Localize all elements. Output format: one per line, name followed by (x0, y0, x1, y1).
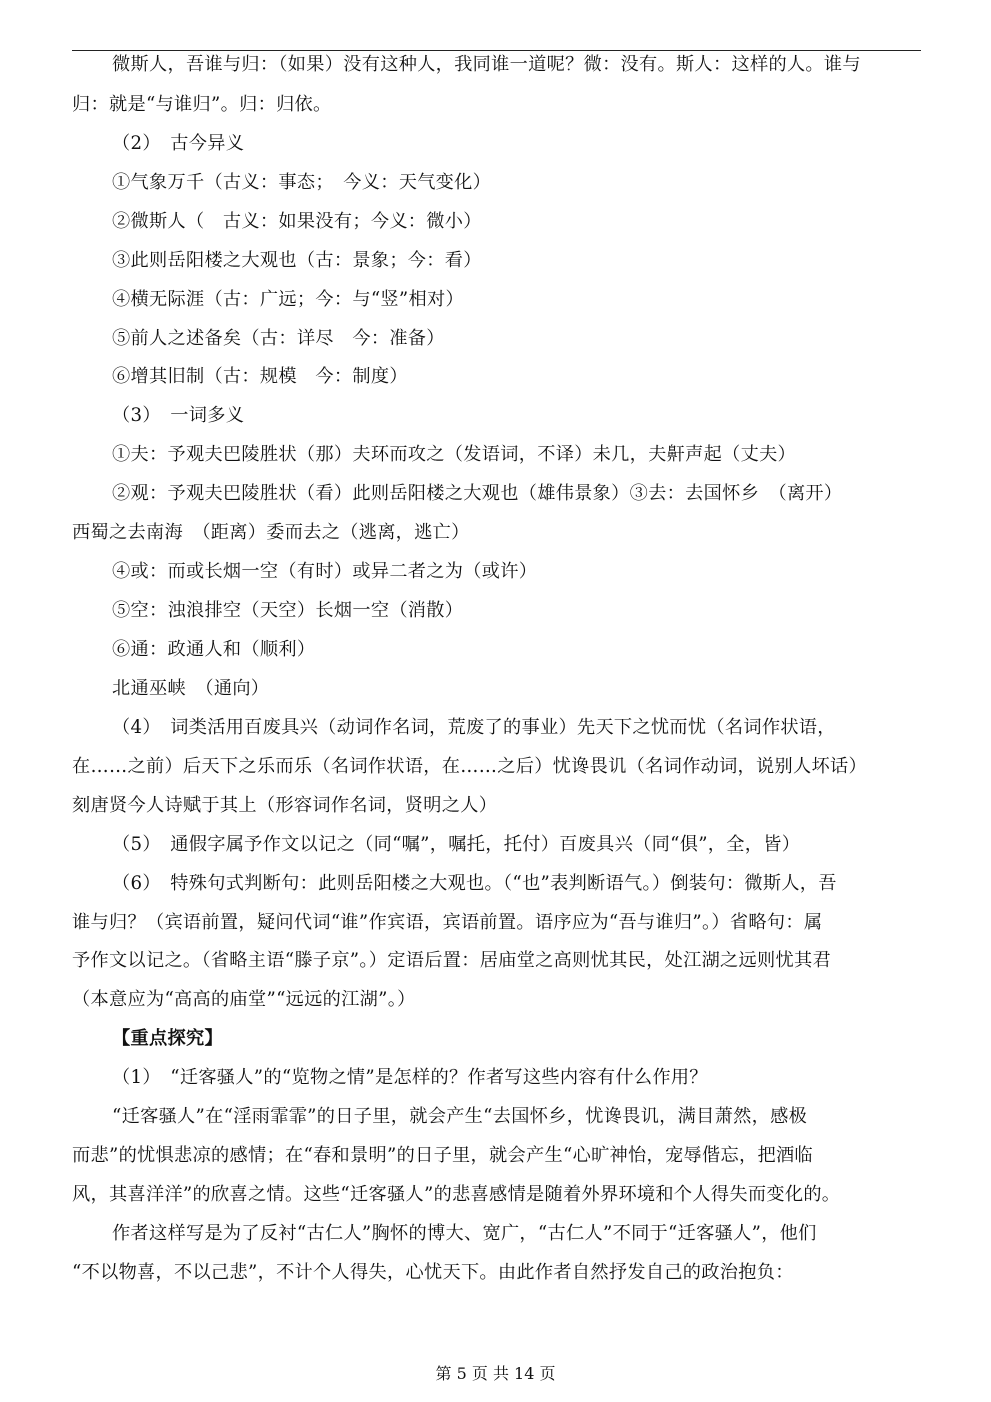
text-line: ⑥增其旧制（古：规模 今：制度） (112, 366, 408, 387)
section-heading: （3） 一词多义 (112, 405, 245, 426)
text-line: 归：就是“与谁归”。归：归依。 (72, 94, 332, 115)
question-line: （1） “迁客骚人”的“览物之情”是怎样的？作者写这些内容有什么作用？ (112, 1067, 708, 1088)
text-line: 西蜀之去南海 （距离）委而去之（逃离，逃亡） (72, 522, 470, 543)
text-line: ⑤空：浊浪排空（天空）长烟一空（消散） (112, 600, 464, 621)
text-line: （本意应为“高高的庙堂”“远远的江湖”。） (72, 989, 416, 1010)
key-section-heading: 【重点探究】 (112, 1028, 223, 1049)
text-line: 在……之前）后天下之乐而乐（名词作状语，在……之后）忧谗畏讥（名词作动词，说别人坏话） (72, 756, 867, 777)
text-line: ④或：而或长烟一空（有时）或异二者之为（或许） (112, 561, 538, 582)
section-heading: （5） 通假字属予作文以记之（同“嘱”，嘱托，托付）百废具兴（同“俱”，全，皆） (112, 834, 801, 855)
text-line: ①夫：予观夫巴陵胜状（那）夫环而攻之（发语词，不译）未几，夫鼾声起（丈夫） (112, 444, 797, 465)
text-line: 作者这样写是为了反衬“古仁人”胸怀的博大、宽广，“古仁人”不同于“迁客骚人”，他们 (112, 1223, 817, 1244)
text-line: ③此则岳阳楼之大观也（古：景象；今：看） (112, 250, 482, 271)
text-line: 谁与归？（宾语前置，疑问代词“谁”作宾语，宾语前置。语序应为“吾与谁归”。）省略句：属 (72, 912, 823, 933)
text-line: 北通巫峡 （通向） (112, 678, 270, 699)
section-heading: （6） 特殊句式判断句：此则岳阳楼之大观也。（“也”表判断语气。）倒装句：微斯人，吾 (112, 873, 837, 894)
text-line: ②观：予观夫巴陵胜状（看）此则岳阳楼之大观也（雄伟景象）③去：去国怀乡 （离开） (112, 483, 843, 504)
text-line: ②微斯人（ 古义：如果没有；今义：微小） (112, 211, 482, 232)
text-line: 予作文以记之。（省略主语“滕子京”。）定语后置：居庙堂之高则忧其民，处江湖之远则忧其君 (72, 950, 831, 971)
text-line: ①气象万千（古义：事态； 今义：天气变化） (112, 172, 492, 193)
text-line: 风，其喜洋洋”的欣喜之情。这些“迁客骚人”的悲喜感情是随着外界环境和个人得失而变化的。 (72, 1184, 841, 1205)
text-line: “不以物喜，不以己悲”，不计个人得失，心忧天下。由此作者自然抒发自己的政治抱负： (72, 1262, 794, 1283)
text-line: ⑤前人之述备矣（古：详尽 今：准备） (112, 328, 445, 349)
text-line: ④横无际涯（古：广远；今：与“竖”相对） (112, 289, 464, 310)
text-line: 微斯人，吾谁与归：（如果）没有这种人，我同谁一道呢？微：没有。斯人：这样的人。谁与 (112, 54, 861, 75)
text-line: “迁客骚人”在“淫雨霏霏”的日子里，就会产生“去国怀乡，忧谗畏讥，满目萧然，感极 (112, 1106, 808, 1127)
text-line: 而悲”的忧惧悲凉的感情；在“春和景明”的日子里，就会产生“心旷神怡，宠辱偕忘，把酒临 (72, 1145, 813, 1166)
text-line: ⑥通：政通人和（顺利） (112, 639, 316, 660)
text-line: 刻唐贤今人诗赋于其上（形容词作名词，贤明之人） (72, 795, 498, 816)
section-heading: （2） 古今异义 (112, 133, 245, 154)
section-heading: （4） 词类活用百废具兴（动词作名词，荒废了的事业）先天下之忧而忧（名词作状语， (112, 717, 836, 738)
page-number: 第 5 页 共 14 页 (435, 1364, 556, 1383)
